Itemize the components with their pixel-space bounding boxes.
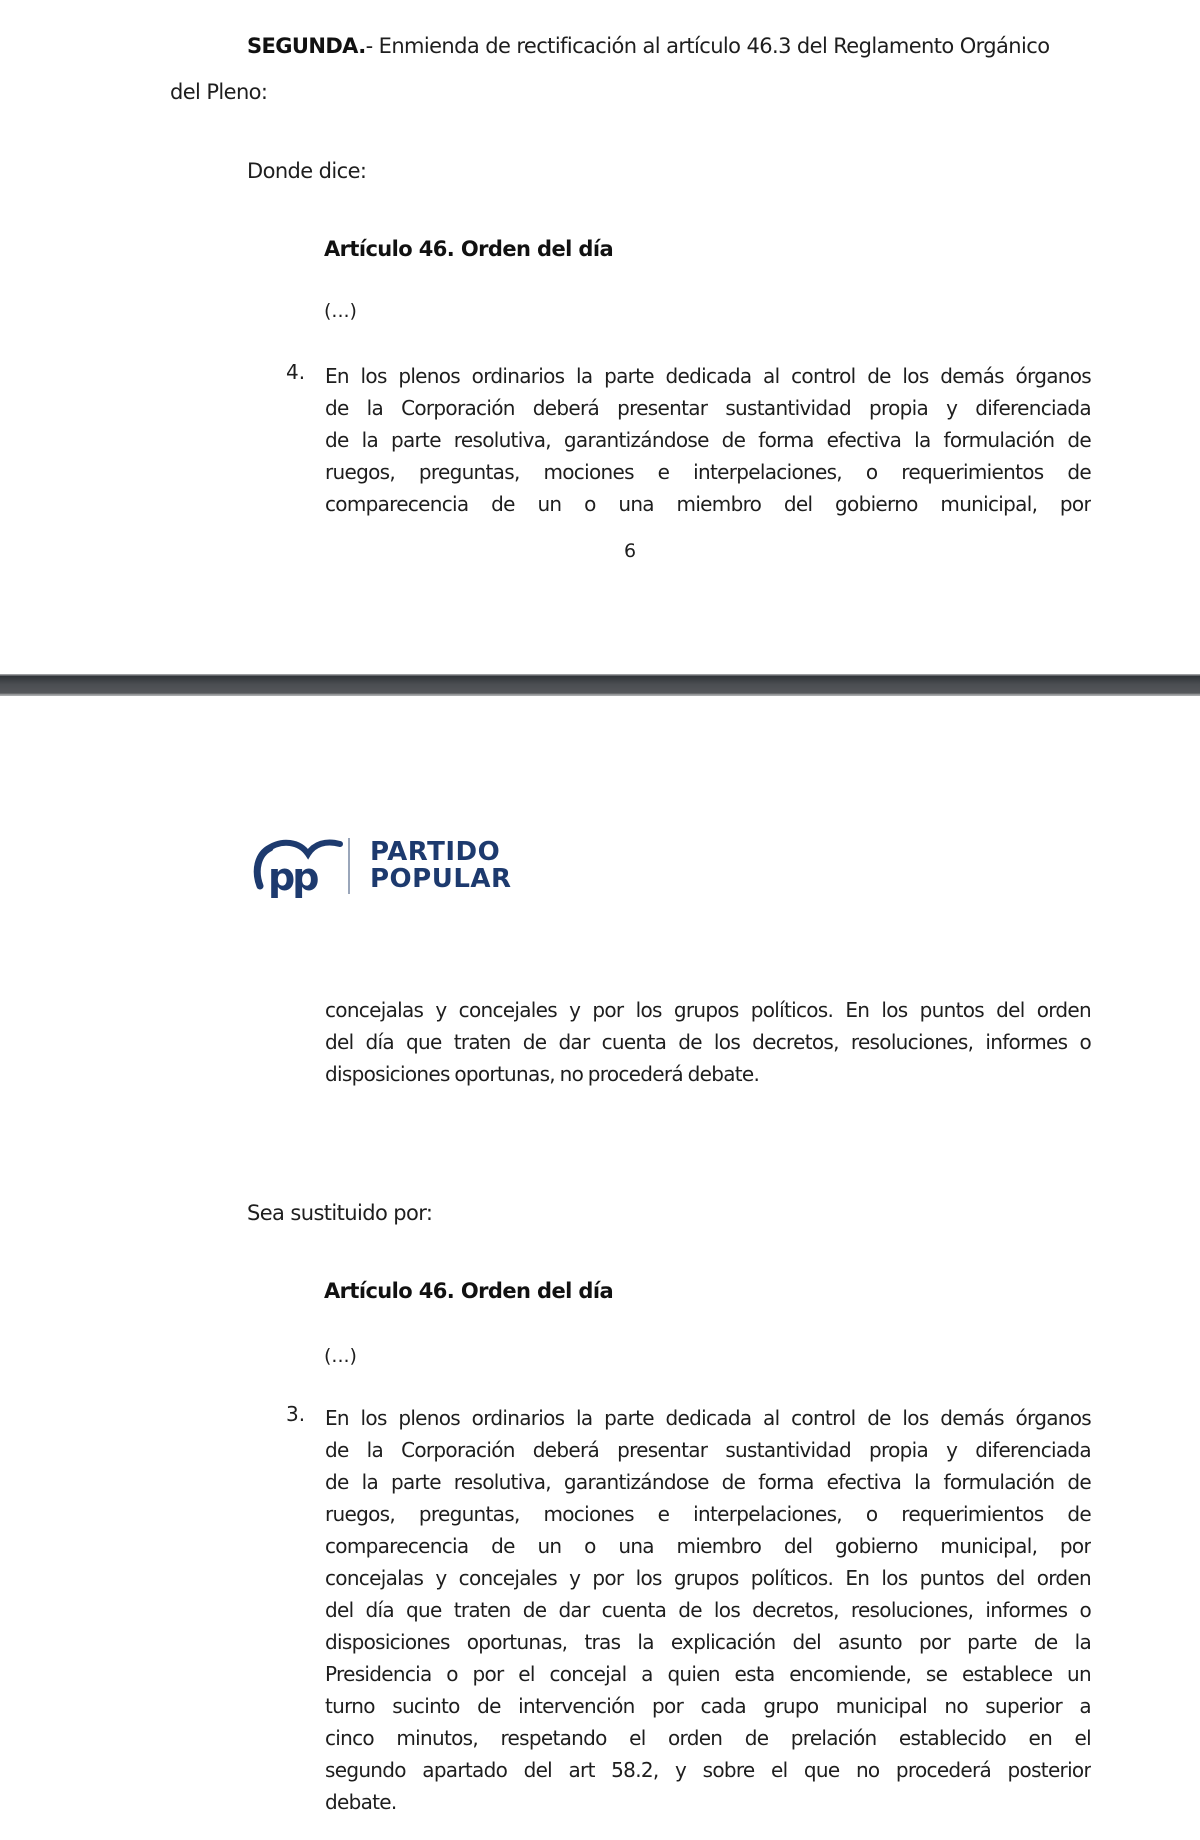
replaced-by-label: Sea sustituido por:	[247, 1201, 433, 1225]
paragraph-line: concejalas y concejales y por los grupos políticos. En los puntos del orden	[325, 1566, 1091, 1590]
paragraph-line: Presidencia o por el concejal a quien esta encomiende, se establece un	[325, 1662, 1091, 1686]
item-paragraph-original	[325, 360, 1091, 520]
page-separator	[0, 674, 1200, 696]
paragraph-line: disposiciones oportunas, no procederá debate.	[325, 1062, 760, 1086]
article-title-replacement: Artículo 46. Orden del día	[324, 1279, 614, 1303]
ellipsis-replacement: (...)	[324, 1345, 357, 1367]
paragraph-line: comparecencia de un o una miembro del gobierno municipal, por	[325, 1534, 1091, 1558]
amendment-heading	[247, 34, 1049, 58]
ellipsis-original: (...)	[324, 300, 357, 322]
paragraph-line: de la parte resolutiva, garantizándose de forma efectiva la formulación de	[325, 1470, 1091, 1494]
logo-text-line2: POPULAR	[370, 864, 512, 894]
paragraph-line: cinco minutos, respetando el orden de prelación establecido en el	[325, 1726, 1091, 1750]
page-number: 6	[624, 540, 637, 562]
paragraph-line: de la parte resolutiva, garantizándose de forma efectiva la formulación de	[325, 428, 1091, 452]
amendment-heading-label: SEGUNDA.	[247, 34, 366, 58]
paragraph-line: ruegos, preguntas, mociones e interpelaciones, o requerimientos de	[325, 1502, 1091, 1526]
paragraph-line: de la Corporación deberá presentar sustantividad propia y diferenciada	[325, 1438, 1091, 1462]
amendment-heading-text: - Enmienda de rectificación al artículo 46.3 del Reglamento Orgánico	[365, 34, 1050, 58]
article-title-original: Artículo 46. Orden del día	[324, 237, 614, 261]
item-number-replacement: 3.	[286, 1402, 306, 1426]
paragraph-line: En los plenos ordinarios la parte dedicada al control de los demás órganos	[325, 364, 1091, 388]
paragraph-line: En los plenos ordinarios la parte dedicada al control de los demás órganos	[325, 1406, 1091, 1430]
paragraph-line: concejalas y concejales y por los grupos políticos. En los puntos del orden	[325, 998, 1091, 1022]
where-says-label: Donde dice:	[247, 159, 367, 183]
paragraph-line: ruegos, preguntas, mociones e interpelaciones, o requerimientos de	[325, 460, 1091, 484]
paragraph-line: turno sucinto de intervención por cada grupo municipal no superior a	[325, 1694, 1091, 1718]
paragraph-line: de la Corporación deberá presentar sustantividad propia y diferenciada	[325, 396, 1091, 420]
paragraph-line: segundo apartado del art 58.2, y sobre el que no procederá posterior	[325, 1758, 1091, 1782]
paragraph-line: debate.	[325, 1790, 397, 1814]
logo-divider	[348, 838, 350, 894]
paragraph-line: disposiciones oportunas, tras la explicación del asunto por parte de la	[325, 1630, 1091, 1654]
paragraph-line: del día que traten de dar cuenta de los decretos, resoluciones, informes o	[325, 1030, 1091, 1054]
item-number-original: 4.	[286, 360, 306, 384]
item-paragraph-replacement	[325, 1402, 1091, 1818]
paragraph-line: comparecencia de un o una miembro del gobierno municipal, por	[325, 492, 1091, 516]
item-paragraph-original-continued	[325, 994, 1091, 1090]
amendment-heading-continuation: del Pleno:	[170, 80, 268, 104]
pp-logo-icon	[248, 830, 348, 900]
logo-text-line1: PARTIDO	[370, 837, 501, 867]
paragraph-line: del día que traten de dar cuenta de los decretos, resoluciones, informes o	[325, 1598, 1091, 1622]
svg-text:pp: pp	[268, 855, 317, 899]
